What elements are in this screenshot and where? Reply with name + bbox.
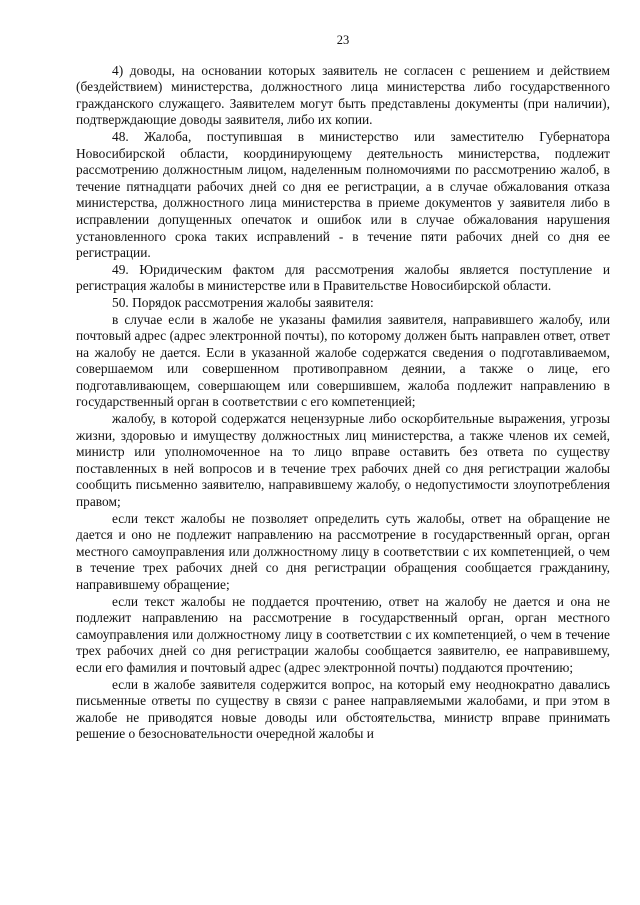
paragraph-item-4-arguments: 4) доводы, на основании которых заявитель не согласен с решением и действием (бездействием) министерства, должностного лица министерства либо государственного гражданского служащего. Заявителем могут быть представлены документы (при наличии), подтверждающие доводы заявителя, либо их копии. — [76, 62, 610, 128]
paragraph-obscene-content: жалобу, в которой содержатся нецензурные либо оскорбительные выражения, угрозы жизни, здоровью и имуществу должностных лиц министерства, а также членов их семей, министр или уполномоченное на то лицо вправе оставить без ответа по существу поставленных в ней вопросов и в течение трех рабочих дней со дня регистрации жалобы сообщить письменно заявителю, направившему жалобу, о недопустимости злоупотребления правом; — [76, 411, 610, 510]
paragraph-repeated-question: если в жалобе заявителя содержится вопрос, на который ему неоднократно давались письменные ответы по существу в связи с ранее направляемыми жалобами, и при этом в жалобе не приводятся новые доводы или обстоятельства, министр вправе принимать решение о безосновательности очередной жалобы и — [76, 676, 610, 742]
paragraph-48-complaint-review-term: 48. Жалоба, поступившая в министерство или заместителю Губернатора Новосибирской области, координирующему деятельность министерства, подлежит рассмотрению должностным лицом, наделенным полномочиями по рассмотрению жалоб, в течение пятнадцати рабочих дней со дня ее регистрации, а в случае обжалования отказа министерства, должностного лица министерства в приеме документов у заявителя либо в исправлении допущенных опечаток и ошибок или в случае обжалования нарушения установленного срока таких исправлений - в течение пяти рабочих дней со дня ее регистрации. — [76, 128, 610, 261]
paragraph-49-legal-fact: 49. Юридическим фактом для рассмотрения жалобы является поступление и регистрация жалобы в министерстве или в Правительстве Новосибирской области. — [76, 261, 610, 294]
paragraph-50-review-procedure: 50. Порядок рассмотрения жалобы заявителя: — [112, 294, 374, 310]
document-page — [76, 32, 610, 743]
page-number: 23 — [336, 33, 350, 47]
paragraph-unreadable-text: если текст жалобы не поддается прочтению, ответ на жалобу не дается и она не подлежит направлению на рассмотрение в государственный орган, орган местного самоуправления или должностному лицу в соответствии с их компетенцией, о чем в течение трех рабочих дней со дня регистрации жалобы сообщается заявителю, ее направившему, если его фамилия и почтовый адрес (адрес электронной почты) поддаются прочтению; — [76, 593, 610, 675]
paragraph-undefined-essence: если текст жалобы не позволяет определить суть жалобы, ответ на обращение не дается и оно не подлежит направлению на рассмотрение в государственный орган, орган местного самоуправления или должностному лицу в соответствии с их компетенцией, о чем в течение трех рабочих дней со дня регистрации обращения сообщается гражданину, направившему обращение; — [76, 510, 610, 592]
paragraph-no-name-or-address: в случае если в жалобе не указаны фамилия заявителя, направившего жалобу, или почтовый адрес (адрес электронной почты), по которому должен быть направлен ответ, ответ на жалобу не дается. Если в указанной жалобе содержатся сведения о подготавливаемом, совершаемом или совершенном противоправном деянии, а также о лице, его подготавливающем, совершающем или совершившем, жалоба подлежит направлению в государственный орган в соответствии с его компетенцией; — [76, 311, 610, 410]
